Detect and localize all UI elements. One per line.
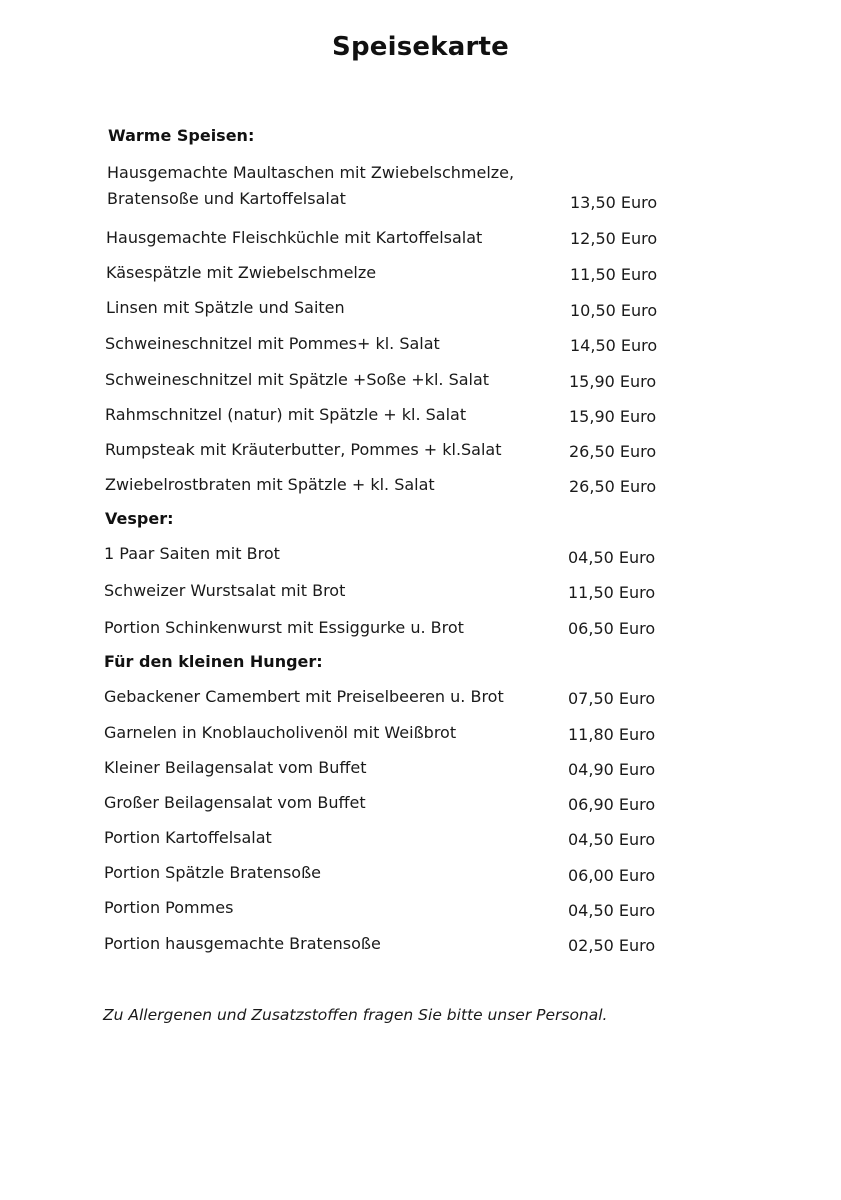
menu-item-price: 15,90 Euro <box>569 372 657 391</box>
menu-item-name: Schweizer Wurstsalat mit Brot <box>104 581 346 600</box>
menu-item-price: 12,50 Euro <box>570 229 658 248</box>
menu-item-price: 13,50 Euro <box>570 193 658 212</box>
section-heading-vesper: Vesper: <box>105 509 174 528</box>
menu-item-price: 06,90 Euro <box>568 795 656 814</box>
section-heading-kleiner-hunger: Für den kleinen Hunger: <box>104 652 323 671</box>
menu-item-name: Schweineschnitzel mit Pommes+ kl. Salat <box>105 334 440 353</box>
menu-item-price: 04,90 Euro <box>568 760 656 779</box>
menu-item-name: Rumpsteak mit Kräuterbutter, Pommes + kl.Salat <box>105 440 502 459</box>
menu-item-price: 04,50 Euro <box>568 901 656 920</box>
menu-item-price: 11,80 Euro <box>568 725 656 744</box>
menu-item-price: 06,00 Euro <box>568 866 656 885</box>
menu-item-name: Portion Pommes <box>104 898 234 917</box>
menu-item-name: Hausgemachte Maultaschen mit Zwiebelschmelze, <box>107 163 515 182</box>
menu-item-name: Käsespätzle mit Zwiebelschmelze <box>106 263 377 282</box>
menu-item-price: 02,50 Euro <box>568 936 656 955</box>
menu-item-name: Rahmschnitzel (natur) mit Spätzle + kl. Salat <box>105 405 467 424</box>
menu-item-price: 10,50 Euro <box>570 301 658 320</box>
menu-item-name: Hausgemachte Fleischküchle mit Kartoffelsalat <box>106 228 483 247</box>
menu-item-price: 07,50 Euro <box>568 689 656 708</box>
menu-item-name: Portion Kartoffelsalat <box>104 828 272 847</box>
menu-item-name: Großer Beilagensalat vom Buffet <box>104 793 366 812</box>
menu-item-price: 26,50 Euro <box>569 442 657 461</box>
allergen-note: Zu Allergenen und Zusatzstoffen fragen Sie bitte unser Personal. <box>103 1006 608 1024</box>
menu-item-price: 04,50 Euro <box>568 830 656 849</box>
menu-item-name: Schweineschnitzel mit Spätzle +Soße +kl. Salat <box>105 370 490 389</box>
menu-item-name: Zwiebelrostbraten mit Spätzle + kl. Salat <box>105 475 435 494</box>
menu-item-name: Kleiner Beilagensalat vom Buffet <box>104 758 367 777</box>
menu-item-name: Garnelen in Knoblaucholivenöl mit Weißbrot <box>104 723 457 742</box>
menu-item-price: 04,50 Euro <box>568 548 656 567</box>
section-heading-warme-speisen: Warme Speisen: <box>108 126 255 145</box>
menu-item-price: 06,50 Euro <box>568 619 656 638</box>
menu-item-price: 14,50 Euro <box>570 336 658 355</box>
menu-item-name: Gebackener Camembert mit Preiselbeeren u. Brot <box>104 687 504 706</box>
menu-item-name: Portion Schinkenwurst mit Essiggurke u. Brot <box>104 618 464 637</box>
menu-item-name: 1 Paar Saiten mit Brot <box>104 544 280 563</box>
page-title: Speisekarte <box>332 32 509 62</box>
menu-item-name: Portion Spätzle Bratensoße <box>104 863 322 882</box>
menu-item-name: Portion hausgemachte Bratensoße <box>104 934 381 953</box>
menu-item-price: 26,50 Euro <box>569 477 657 496</box>
menu-item-price: 15,90 Euro <box>569 407 657 426</box>
menu-item-price: 11,50 Euro <box>568 583 656 602</box>
menu-item-name-continued: Bratensoße und Kartoffelsalat <box>107 189 346 208</box>
menu-item-name: Linsen mit Spätzle und Saiten <box>106 298 345 317</box>
menu-item-price: 11,50 Euro <box>570 265 658 284</box>
